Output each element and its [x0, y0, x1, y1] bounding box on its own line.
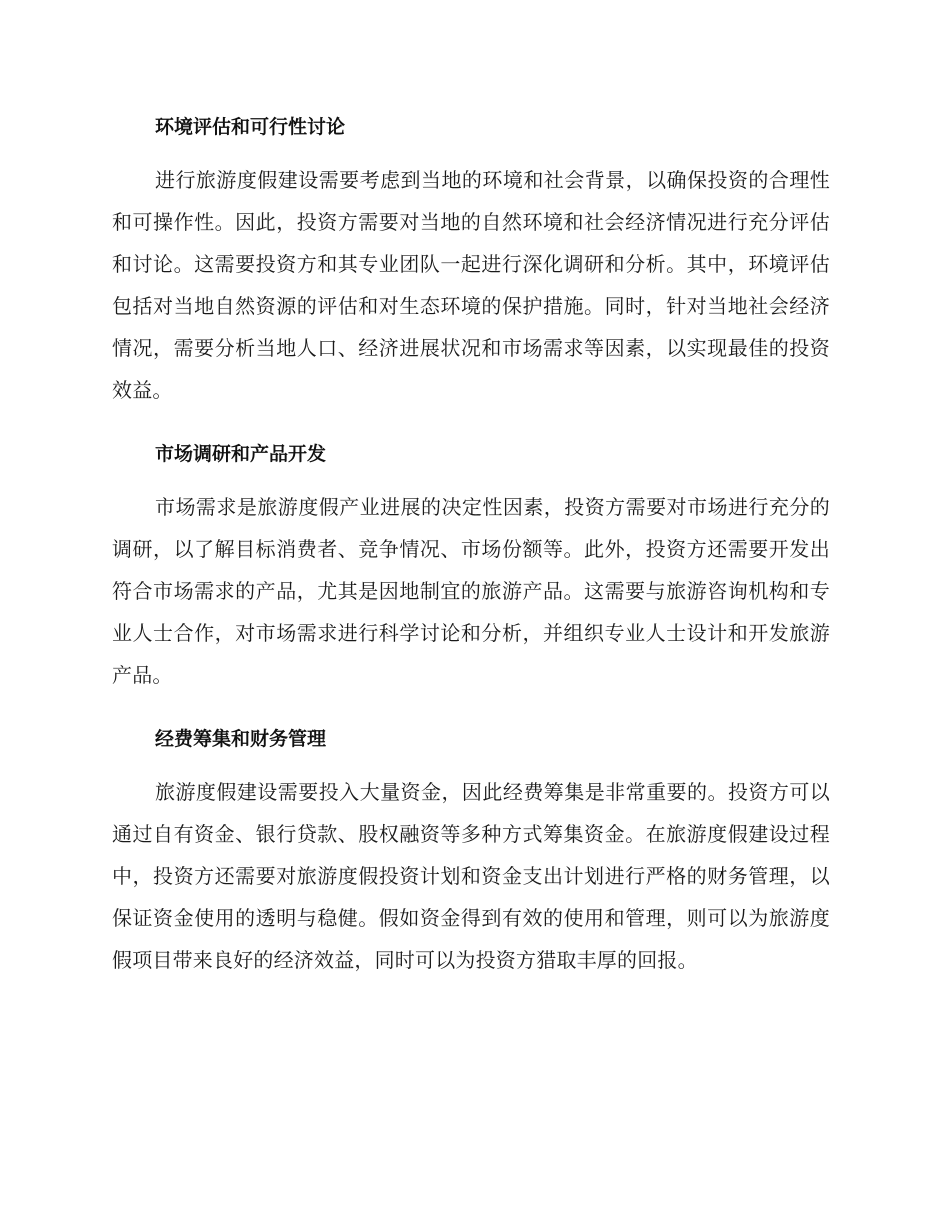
section-funding-finance — [112, 722, 830, 981]
section-paragraph: 旅游度假建设需要投入大量资金，因此经费筹集是非常重要的。投资方可以通过自有资金、银行贷款、股权融资等多种方式筹集资金。在旅游度假建设过程中，投资方还需要对旅游度假投资计划和资金支出计划进行严格的财务管理，以保证资金使用的透明与稳健。假如资金得到有效的使用和管理，则可以为旅游度假项目带来良好的经济效益，同时可以为投资方猎取丰厚的回报。 — [112, 780, 830, 972]
section-heading: 环境评估和可行性讨论 — [155, 116, 346, 138]
document-content — [112, 110, 830, 1007]
section-market-research — [112, 437, 830, 696]
section-environment-assessment — [112, 110, 830, 411]
section-heading: 经费筹集和财务管理 — [155, 728, 327, 750]
section-paragraph: 进行旅游度假建设需要考虑到当地的环境和社会背景，以确保投资的合理性和可操作性。因此，投资方需要对当地的自然环境和社会经济情况进行充分评估和讨论。这需要投资方和其专业团队一起进行深化调研和分析。其中，环境评估包括对当地自然资源的评估和对生态环境的保护措施。同时，针对当地社会经济情况，需要分析当地人口、经济进展状况和市场需求等因素，以实现最佳的投资效益。 — [112, 168, 830, 402]
section-heading: 市场调研和产品开发 — [155, 443, 327, 465]
section-paragraph: 市场需求是旅游度假产业进展的决定性因素，投资方需要对市场进行充分的调研，以了解目标消费者、竞争情况、市场份额等。此外，投资方还需要开发出符合市场需求的产品，尤其是因地制宜的旅游产品。这需要与旅游咨询机构和专业人士合作，对市场需求进行科学讨论和分析，并组织专业人士设计和开发旅游产品。 — [112, 495, 830, 687]
